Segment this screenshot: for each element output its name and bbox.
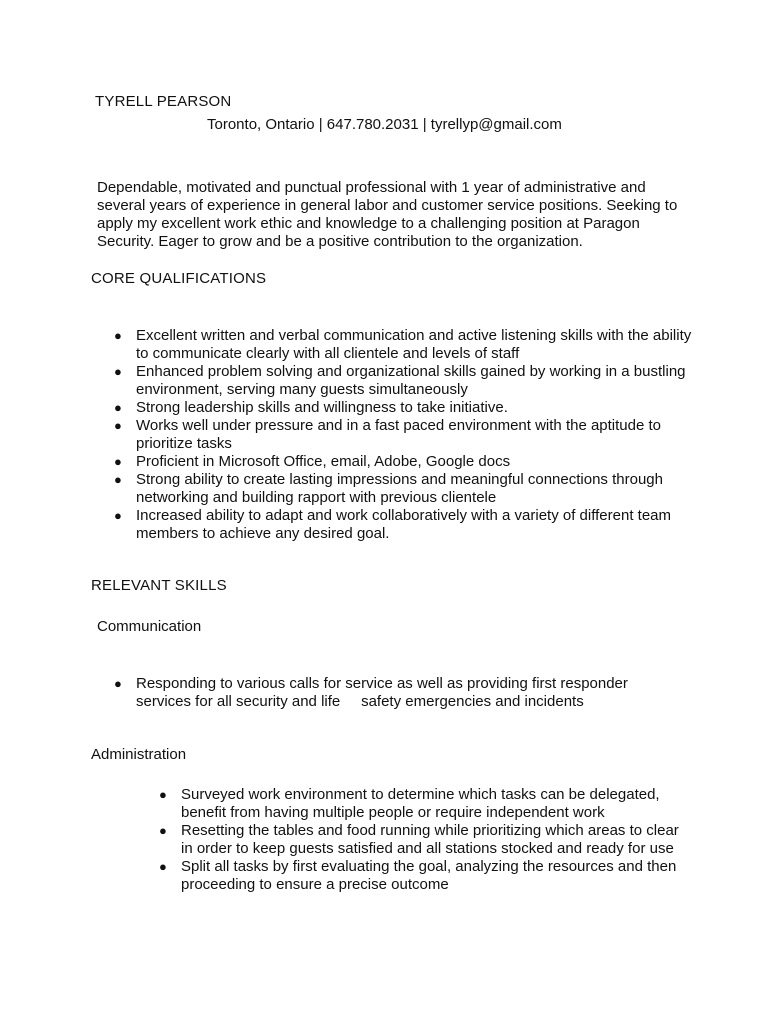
- list-item: [114, 417, 694, 453]
- candidate-name: TYRELL PEARSON: [95, 93, 232, 110]
- administration-heading: Administration: [91, 746, 187, 763]
- bullet-icon: ●: [114, 328, 122, 343]
- list-item-text: Increased ability to adapt and work collaboratively with a variety of different team members to achieve any desired goal.: [136, 507, 672, 542]
- list-item-text: Enhanced problem solving and organizational skills gained by working in a bustling environment, serving many guests simultaneously: [136, 363, 686, 398]
- list-item-text: Strong ability to create lasting impressions and meaningful connections through networking and building rapport with previous clientele: [136, 471, 663, 506]
- core-qualifications-list: [114, 327, 694, 543]
- bullet-icon: ●: [114, 364, 122, 379]
- list-item: [114, 399, 694, 417]
- bullet-icon: ●: [159, 787, 167, 802]
- bullet-icon: ●: [114, 508, 122, 523]
- list-item-text: Responding to various calls for service as well as providing first responder services for all security and life safety emergencies and incidents: [136, 675, 633, 710]
- list-item: [114, 453, 694, 471]
- list-item-text: Split all tasks by first evaluating the goal, analyzing the resources and then proceeding to ensure a precise outcome: [181, 858, 677, 893]
- communication-heading: Communication: [97, 618, 202, 635]
- bullet-icon: ●: [114, 472, 122, 487]
- list-item: [114, 507, 694, 543]
- relevant-skills-heading: RELEVANT SKILLS: [91, 577, 227, 594]
- bullet-icon: ●: [114, 400, 122, 415]
- professional-summary: Dependable, motivated and punctual professional with 1 year of administrative and several years of experience in general labor and customer service positions. Seeking to apply my excellent work ethic and knowledge to a challenging position at Paragon Security. Eager to grow and be a positive contribution to the organization.: [97, 179, 678, 250]
- bullet-icon: ●: [159, 823, 167, 838]
- list-item: [114, 327, 694, 363]
- bullet-icon: ●: [159, 859, 167, 874]
- list-item-text: Surveyed work environment to determine which tasks can be delegated, benefit from having multiple people or require independent work: [181, 786, 660, 821]
- list-item: [159, 786, 689, 822]
- administration-list: [159, 786, 689, 894]
- bullet-icon: ●: [114, 418, 122, 433]
- communication-list: [114, 675, 654, 711]
- list-item-text: Works well under pressure and in a fast paced environment with the aptitude to prioritize tasks: [136, 417, 662, 452]
- contact-line: Toronto, Ontario | 647.780.2031 | tyrellyp@gmail.com: [207, 116, 562, 133]
- list-item: [114, 471, 694, 507]
- list-item: [159, 822, 689, 858]
- list-item-text: Proficient in Microsoft Office, email, Adobe, Google docs: [136, 453, 511, 470]
- core-qualifications-heading: CORE QUALIFICATIONS: [91, 270, 267, 287]
- list-item-text: Strong leadership skills and willingness to take initiative.: [136, 399, 508, 416]
- list-item: [159, 858, 689, 894]
- list-item-text: Excellent written and verbal communication and active listening skills with the ability to communicate clearly with all clientele and levels of staff: [136, 327, 692, 362]
- bullet-icon: ●: [114, 454, 122, 469]
- bullet-icon: ●: [114, 676, 122, 691]
- list-item: [114, 363, 694, 399]
- list-item: [114, 675, 654, 711]
- list-item-text: Resetting the tables and food running while prioritizing which areas to clear in order to keep guests satisfied and all stations stocked and ready for use: [181, 822, 679, 857]
